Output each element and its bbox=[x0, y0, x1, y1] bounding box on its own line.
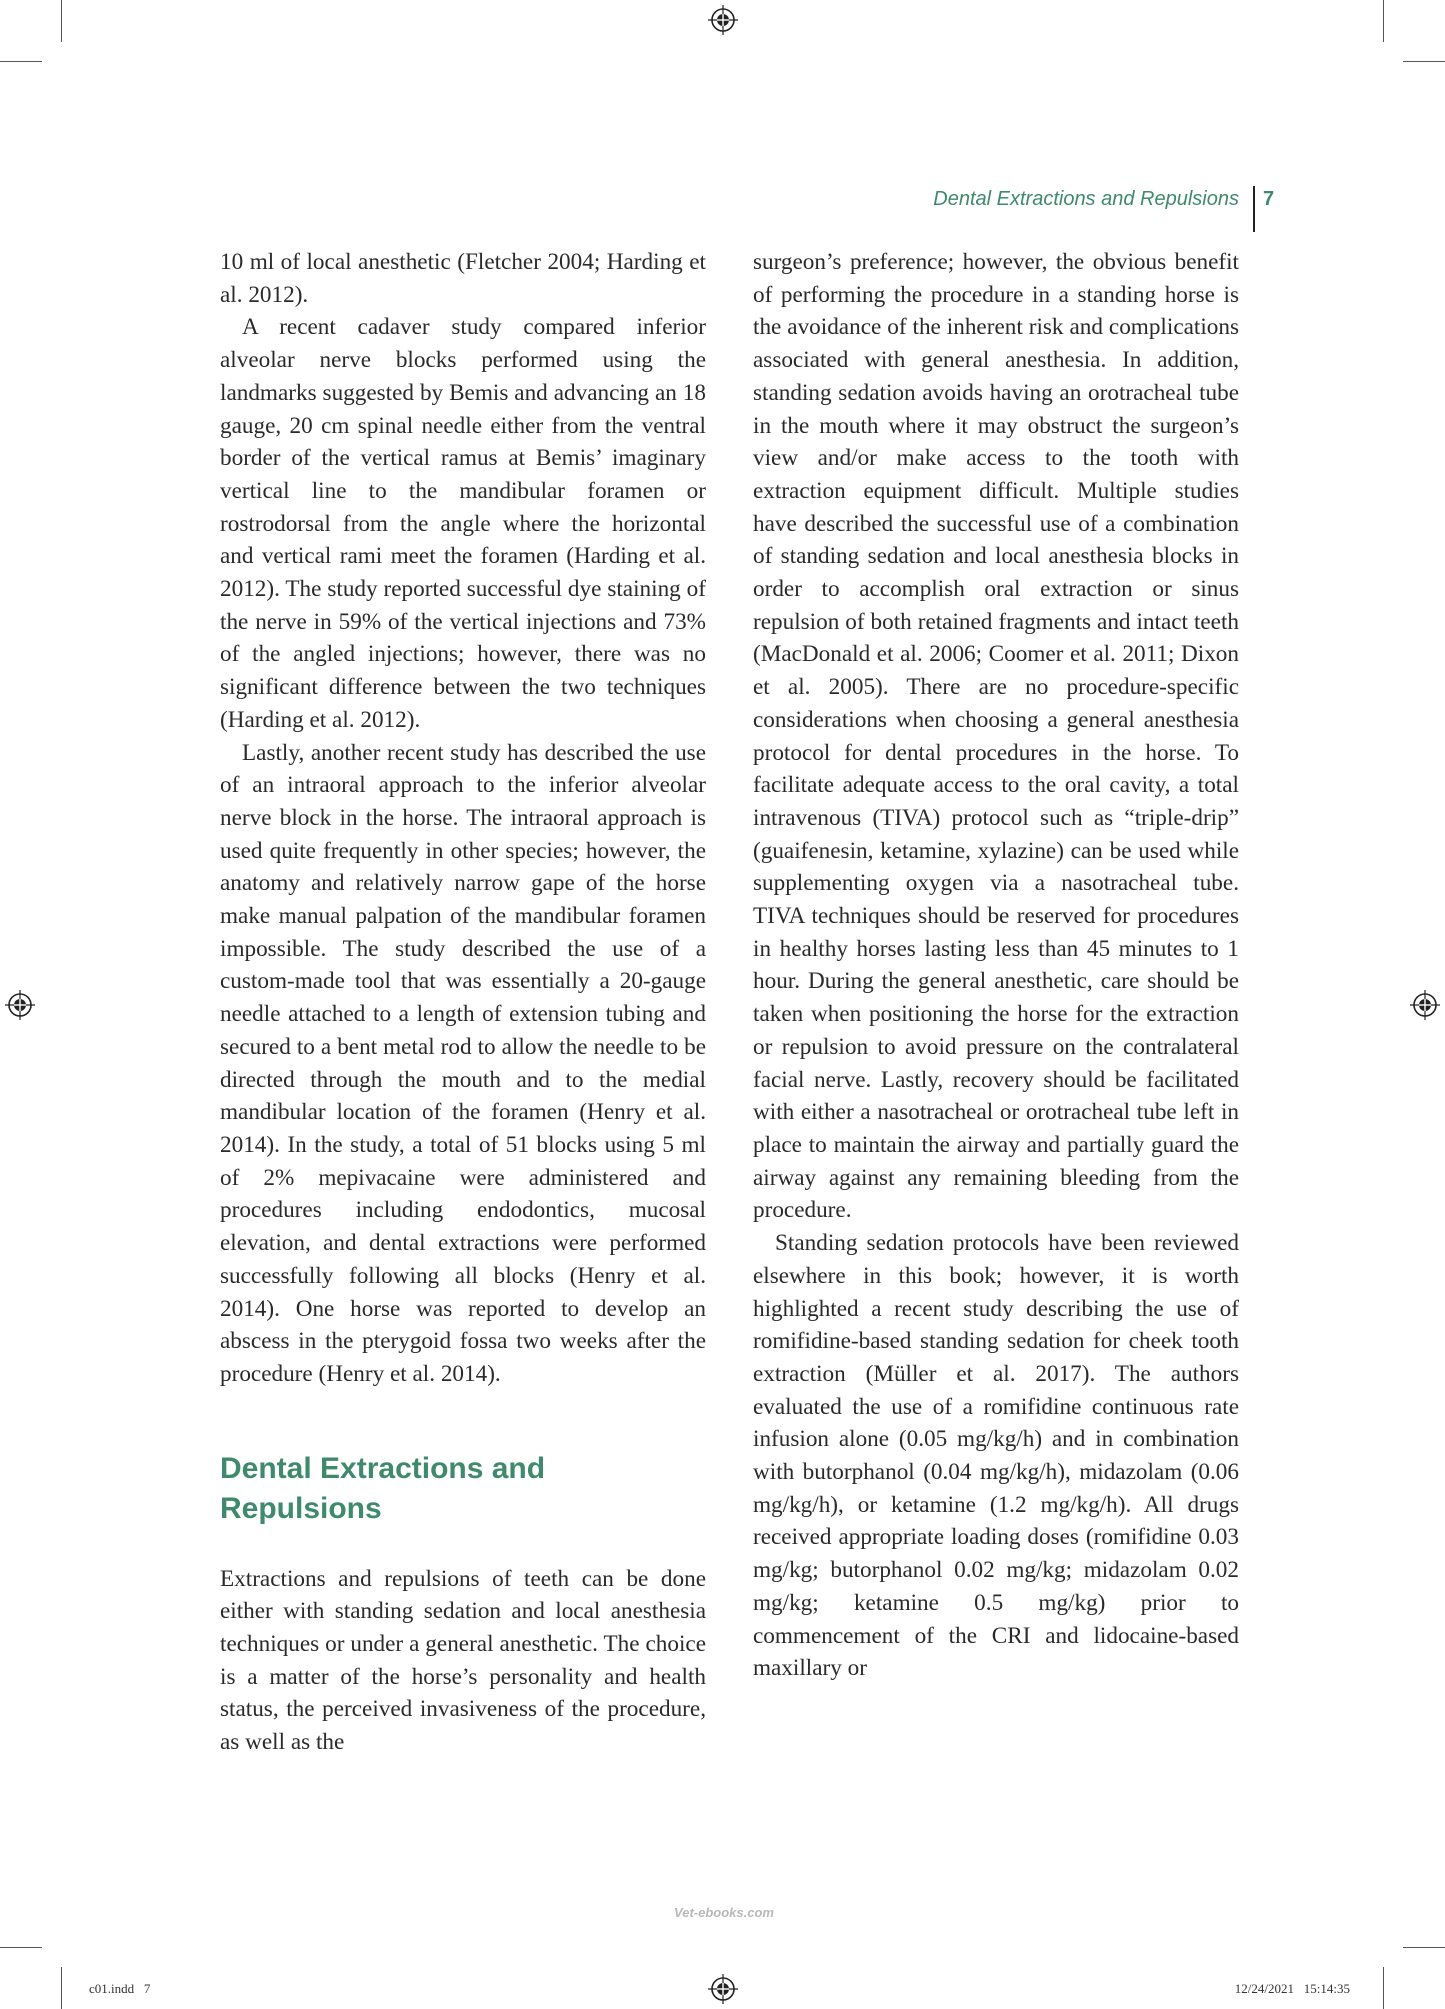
paragraph: A recent cadaver study compared inferior alveolar nerve blocks performed using the landmarks suggested by Bemis and advancing an 18 gauge, 20 cm spinal needle either from the ventral border of the vertical ramus at Bemis’ imaginary vertical line to the mandibular foramen or rostrodorsal from the angle where the horizontal and vertical rami meet the foramen (Harding et al. 2012). The study reported successful dye staining of the nerve in 59% of the vertical injections and 73% of the angled injections; however, there was no significant difference between the two techniques (Harding et al. 2012). bbox=[220, 314, 706, 733]
paragraph: Extractions and repulsions of teeth can be done either with standing sedation and local anesthesia techniques or under a general anesthetic. The choice is a matter of the horse’s personality and health status, the perceived invasiveness of the procedure, as well as the bbox=[220, 1565, 706, 1756]
date-slug: 12/24/2021 15:14:35 bbox=[1234, 1981, 1350, 1996]
left-column bbox=[220, 246, 706, 1759]
crop-mark bbox=[1383, 1967, 1384, 2009]
crop-mark bbox=[0, 61, 42, 62]
header-divider bbox=[1253, 186, 1255, 232]
paragraph: Standing sedation protocols have been reviewed elsewhere in this book; however, it is worth highlighted a recent study describing the use of romifidine-based standing sedation for cheek tooth extraction (Müller et al. 2017). The authors evaluated the use of a romifidine continuous rate infusion alone (0.05 mg/kg/h) and in combination with butorphanol (0.04 mg/kg/h), midazolam (0.06 mg/kg/h), or ketamine (1.2 mg/kg/h). All drugs received appropriate loading doses (romifidine 0.03 mg/kg; butorphanol 0.02 mg/kg; midazolam 0.02 mg/kg; ketamine 0.5 mg/kg) prior to commencement of the CRI and lidocaine-based maxillary or bbox=[753, 1230, 1239, 1682]
crop-mark bbox=[0, 1947, 42, 1948]
crop-mark bbox=[1403, 61, 1445, 62]
paragraph: 10 ml of local anesthetic (Fletcher 2004; Harding et al. 2012). bbox=[220, 249, 706, 308]
running-head-title: Dental Extractions and Repulsions bbox=[933, 188, 1239, 210]
page-number: 7 bbox=[1263, 188, 1275, 210]
registration-mark-icon bbox=[708, 1974, 738, 2004]
crop-mark bbox=[61, 0, 62, 42]
registration-mark-icon bbox=[1410, 990, 1440, 1020]
crop-mark bbox=[61, 1967, 62, 2009]
paragraph: surgeon’s preference; however, the obvious benefit of performing the procedure in a standing horse is the avoidance of the inherent risk and complications associated with general anesthesia. In addition, standing sedation avoids having an orotracheal tube in the mouth where it may obstruct the surgeon’s view and/or make access to the tooth with extraction equipment difficult. Multiple studies have described the successful use of a combination of standing sedation and local anesthesia blocks in order to accomplish oral extraction or sinus repulsion of both retained fragments and intact teeth (MacDonald et al. 2006; Coomer et al. 2011; Dixon et al. 2005). There are no procedure-specific considerations when choosing a general anesthesia protocol for dental procedures in the horse. To facilitate adequate access to the oral cavity, a total intravenous (TIVA) protocol such as “triple-drip” (guaifenesin, ketamine, xylazine) can be used while supplementing oxygen via a nasotracheal tube. TIVA techniques should be reserved for procedures in healthy horses lasting less than 45 minutes to 1 hour. During the general anesthetic, care should be taken when positioning the horse for the extraction or repulsion to avoid pressure on the contralateral facial nerve. Lastly, recovery should be facilitated with either a nasotracheal or orotracheal tube left in place to maintain the airway and partially guard the airway against any remaining bleeding from the procedure. bbox=[753, 249, 1239, 1224]
crop-mark bbox=[1383, 0, 1384, 42]
section-heading: Dental Extractions and Repulsions bbox=[220, 1451, 546, 1525]
registration-mark-icon bbox=[5, 990, 35, 1020]
crop-mark bbox=[1403, 1947, 1445, 1948]
registration-mark-icon bbox=[708, 5, 738, 35]
file-slug: c01.indd 7 bbox=[89, 1981, 151, 1996]
right-column bbox=[753, 246, 1239, 1685]
paragraph: Lastly, another recent study has described the use of an intraoral approach to the inferior alveolar nerve block in the horse. The intraoral approach is used quite frequently in other species; however, the anatomy and relatively narrow gape of the horse make manual palpation of the mandibular foramen impossible. The study described the use of a custom-made tool that was essentially a 20-gauge needle attached to a length of extension tubing and secured to a bent metal rod to allow the needle to be directed through the mouth and to the medial mandibular location of the foramen (Henry et al. 2014). In the study, a total of 51 blocks using 5 ml of 2% mepivacaine were administered and procedures including endodontics, mucosal elevation, and dental extractions were performed successfully following all blocks (Henry et al. 2014). One horse was reported to develop an abscess in the pterygoid fossa two weeks after the procedure (Henry et al. 2014). bbox=[220, 739, 706, 1387]
watermark-logo: Vet-ebooks.com bbox=[674, 1905, 774, 1920]
